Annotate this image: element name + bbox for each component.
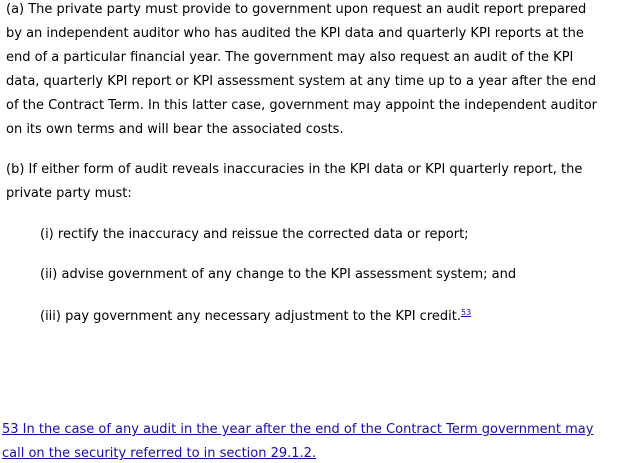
list-item [40,309,471,326]
footnote-link[interactable]: 53 In the case of any audit in the year after the end of the Contract Term government may [2,422,594,437]
footnote-reference-link[interactable]: 53 [460,308,472,317]
paragraph-a-line: data, quarterly KPI report or KPI assessment system at any time up to a year after the end [6,74,597,89]
paragraph-a-line: of the Contract Term. In this latter case, government may appoint the independent auditor [6,98,597,113]
list-item-text: (iii) pay government any necessary adjustment to the KPI credit. [40,309,461,324]
paragraph-a-line: end of a particular financial year. The government may also request an audit of the KPI [6,50,574,65]
footnote-link[interactable]: call on the security referred to in section 29.1.2. [2,446,317,461]
footnote-line [2,446,316,462]
paragraph-b-line: private party must: [6,186,132,201]
list-item: (i) rectify the inaccuracy and reissue the corrected data or report; [40,227,469,242]
footnote-line [2,422,593,438]
paragraph-a-line: by an independent auditor who has audited the KPI data and quarterly KPI reports at the [6,26,584,41]
list-item: (ii) advise government of any change to the KPI assessment system; and [40,267,517,282]
paragraph-a-line: on its own terms and will bear the associated costs. [6,122,344,137]
paragraph-b-line: (b) If either form of audit reveals inaccuracies in the KPI data or KPI quarterly report, the [6,162,583,177]
paragraph-a-line: (a) The private party must provide to government upon request an audit report prepared [6,2,587,17]
